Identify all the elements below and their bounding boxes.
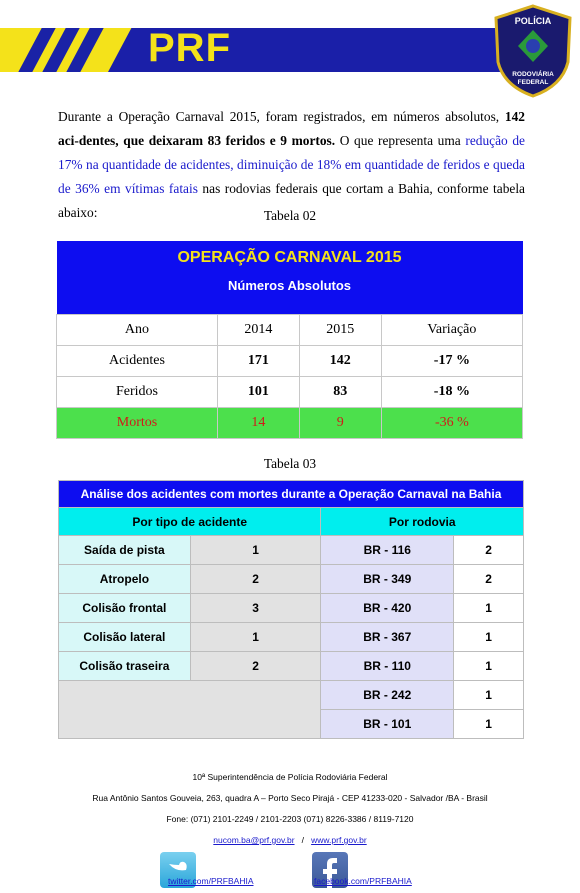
accident-type: Saída de pista xyxy=(59,536,191,565)
column-header: Ano xyxy=(57,315,218,346)
table-row xyxy=(59,536,524,565)
column-header: Por tipo de acidente xyxy=(59,508,321,536)
accident-type: Colisão lateral xyxy=(59,623,191,652)
accident-count: 1 xyxy=(190,536,321,565)
table-cell: 9 xyxy=(299,408,381,439)
table-cell: 14 xyxy=(217,408,299,439)
road-name: BR - 110 xyxy=(321,652,454,681)
email-link[interactable]: nucom.ba@prf.gov.br xyxy=(213,835,295,845)
column-header: 2014 xyxy=(217,315,299,346)
road-count: 2 xyxy=(454,536,524,565)
table-cell: Mortos xyxy=(57,408,218,439)
accident-type: Colisão traseira xyxy=(59,652,191,681)
intro-text: nas rodovias federais que cortam a Bahia, conforme tabela abaixo: xyxy=(58,181,526,220)
prf-badge-icon xyxy=(492,4,574,98)
table-row xyxy=(59,652,524,681)
table-row xyxy=(59,623,524,652)
prf-logo-text: PRF xyxy=(148,26,231,70)
accident-count: 2 xyxy=(190,565,321,594)
accident-type: Atropelo xyxy=(59,565,191,594)
table-cell: 142 xyxy=(299,346,381,377)
accident-type: Colisão frontal xyxy=(59,594,191,623)
road-name: BR - 349 xyxy=(321,565,454,594)
accident-count: 2 xyxy=(190,652,321,681)
table-row xyxy=(57,377,523,408)
link-separator: / xyxy=(301,835,304,845)
table-operacao-carnaval xyxy=(56,241,523,439)
website-link[interactable]: www.prf.gov.br xyxy=(311,835,367,845)
table2-caption: Tabela 02 xyxy=(263,208,317,223)
road-count: 1 xyxy=(454,652,524,681)
table-row xyxy=(59,565,524,594)
table3-title: Análise dos acidentes com mortes durante a Operação Carnaval na Bahia xyxy=(59,481,524,508)
intro-text: O que representa uma xyxy=(335,133,466,148)
table-cell: 171 xyxy=(217,346,299,377)
intro-paragraph xyxy=(58,105,525,225)
road-name: BR - 116 xyxy=(321,536,454,565)
table-header-row xyxy=(57,315,523,346)
table-cell: 101 xyxy=(217,377,299,408)
table-cell: -18 % xyxy=(381,377,522,408)
road-name: BR - 101 xyxy=(321,710,454,739)
table-row xyxy=(59,594,524,623)
empty-cell xyxy=(59,681,321,739)
footer-links xyxy=(0,835,580,845)
road-count: 1 xyxy=(454,623,524,652)
table3-caption: Tabela 03 xyxy=(263,456,317,471)
road-count: 2 xyxy=(454,565,524,594)
table-row-mortos xyxy=(57,408,523,439)
road-count: 1 xyxy=(454,594,524,623)
footer-line: Rua Antônio Santos Gouveia, 263, quadra A – Porto Seco Pirajá - CEP 41233-020 - Salvador /BA - Brasil xyxy=(92,793,488,803)
road-name: BR - 242 xyxy=(321,681,454,710)
header xyxy=(0,0,580,100)
table-analise-acidentes xyxy=(58,480,524,739)
accident-count: 1 xyxy=(190,623,321,652)
column-header: Por rodovia xyxy=(321,508,524,536)
twitter-link[interactable]: twitter.com/PRFBAHIA xyxy=(168,876,254,886)
column-header: 2015 xyxy=(299,315,381,346)
badge-text: FEDERAL xyxy=(517,79,549,86)
badge-text: POLÍCIA xyxy=(514,16,552,26)
accident-count: 3 xyxy=(190,594,321,623)
road-name: BR - 420 xyxy=(321,594,454,623)
table-row xyxy=(59,681,524,710)
table-row xyxy=(57,346,523,377)
table-cell: Acidentes xyxy=(57,346,218,377)
table2-title: OPERAÇÃO CARNAVAL 2015 xyxy=(57,241,523,273)
table-cell: -36 % xyxy=(381,408,522,439)
road-count: 1 xyxy=(454,681,524,710)
table2-subtitle: Números Absolutos xyxy=(57,273,523,315)
facebook-link[interactable]: facebook.com/PRFBAHIA xyxy=(314,876,412,886)
footer-line: 10ª Superintendência de Polícia Rodoviária Federal xyxy=(192,772,388,782)
road-count: 1 xyxy=(454,710,524,739)
intro-bold: 142 aci-dentes, que deixaram 83 feridos e 9 mortos. xyxy=(58,109,525,148)
table-cell: 83 xyxy=(299,377,381,408)
table-cell: -17 % xyxy=(381,346,522,377)
footer-line: Fone: (071) 2101-2249 / 2101-2203 (071) 8226-3386 / 8119-7120 xyxy=(166,814,414,824)
road-name: BR - 367 xyxy=(321,623,454,652)
table-cell: Feridos xyxy=(57,377,218,408)
badge-text: RODOVIÁRIA xyxy=(512,71,554,78)
intro-text: Durante a Operação Carnaval 2015, foram registrados, em números absolutos, xyxy=(58,109,505,124)
intro-highlight: redução de 17% na quantidade de acidentes, diminuição de 18% em quantidade de feridos e queda de 36% em vítimas fatais xyxy=(58,133,526,196)
column-header: Variação xyxy=(381,315,522,346)
